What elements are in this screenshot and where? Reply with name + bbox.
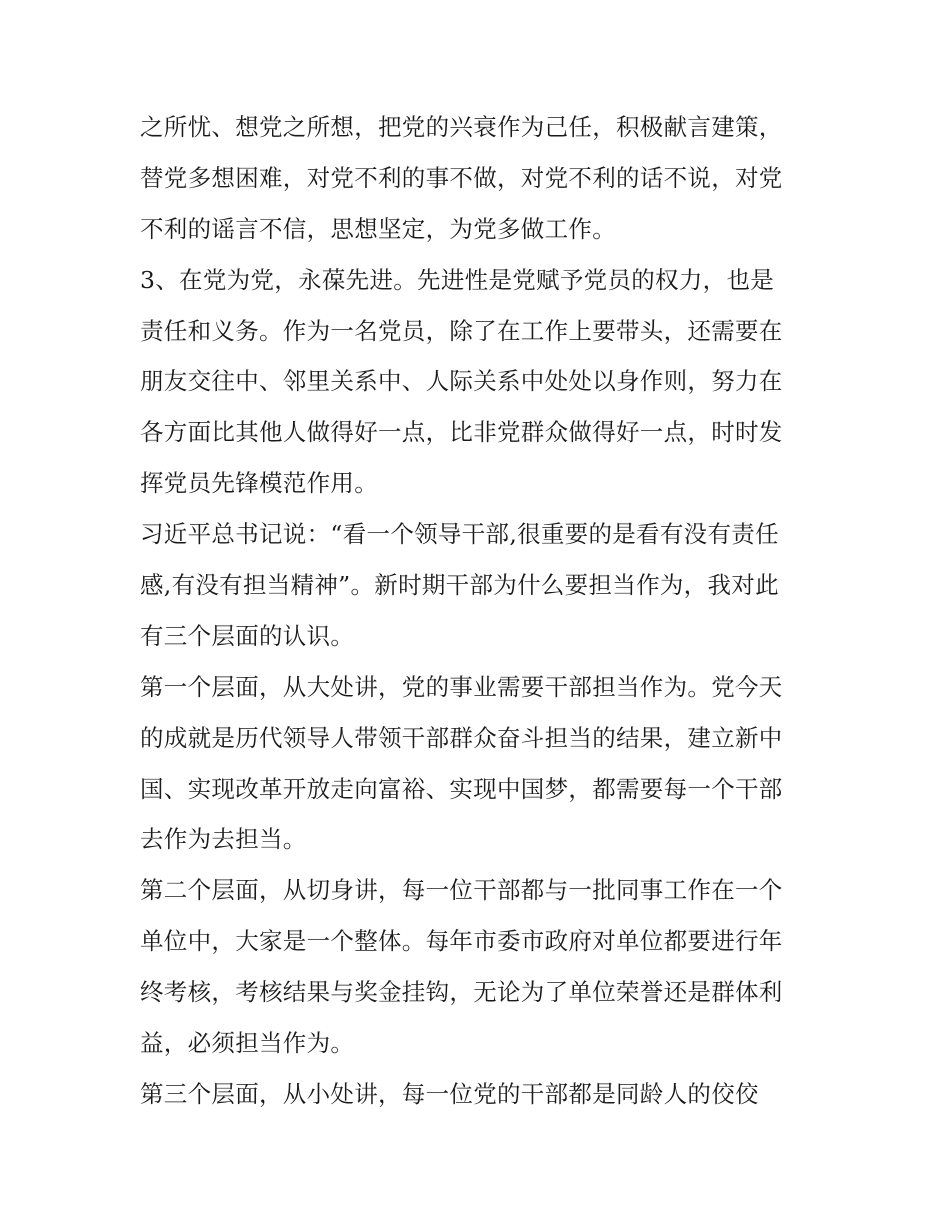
text-line: 去作为去担当。 — [140, 825, 307, 854]
text-line: 第二个层面，从切身讲，每一位干部都与一批同事工作在一个 — [140, 876, 783, 905]
document-body — [140, 102, 830, 1120]
text-line: 之所忧、想党之所想，把党的兴衰作为己任，积极献言建策， — [140, 113, 783, 141]
text-line: 替党多想困难，对党不利的事不做，对党不利的话不说，对党 — [140, 163, 783, 192]
text-line: 3、在党为党，永葆先进。先进性是党赋予党员的权力，也是 — [140, 265, 775, 294]
text-line: 习近平总书记说：“看一个领导干部,很重要的是看有没有责任 — [140, 520, 779, 549]
text-line: 责任和义务。作为一名党员，除了在工作上要带头，还需要在 — [140, 316, 783, 345]
text-line: 的成就是历代领导人带领干部群众奋斗担当的结果，建立新中 — [140, 723, 783, 752]
text-line: 第一个层面，从大处讲，党的事业需要干部担当作为。党今天 — [140, 672, 783, 701]
text-line: 挥党员先锋模范作用。 — [140, 469, 378, 498]
text-line: 不利的谣言不信，思想坚定，为党多做工作。 — [140, 214, 616, 243]
text-line: 单位中，大家是一个整体。每年市委市政府对单位都要进行年 — [140, 927, 783, 956]
text-line: 朋友交往中、邻里关系中、人际关系中处处以身作则，努力在 — [140, 367, 783, 396]
text-line: 终考核，考核结果与奖金挂钩，无论为了单位荣誉还是群体利 — [140, 978, 783, 1007]
text-line: 各方面比其他人做得好一点，比非党群众做得好一点，时时发 — [140, 418, 783, 447]
text-line: 有三个层面的认识。 — [140, 621, 355, 650]
text-line: 感,有没有担当精神”。新时期干部为什么要担当作为，我对此 — [140, 571, 779, 600]
text-line: 益，必须担当作为。 — [140, 1029, 355, 1058]
text-line: 第三个层面，从小处讲，每一位党的干部都是同龄人的佼佼 — [140, 1079, 759, 1108]
text-line: 国、实现改革开放走向富裕、实现中国梦，都需要每一个干部 — [140, 774, 783, 803]
